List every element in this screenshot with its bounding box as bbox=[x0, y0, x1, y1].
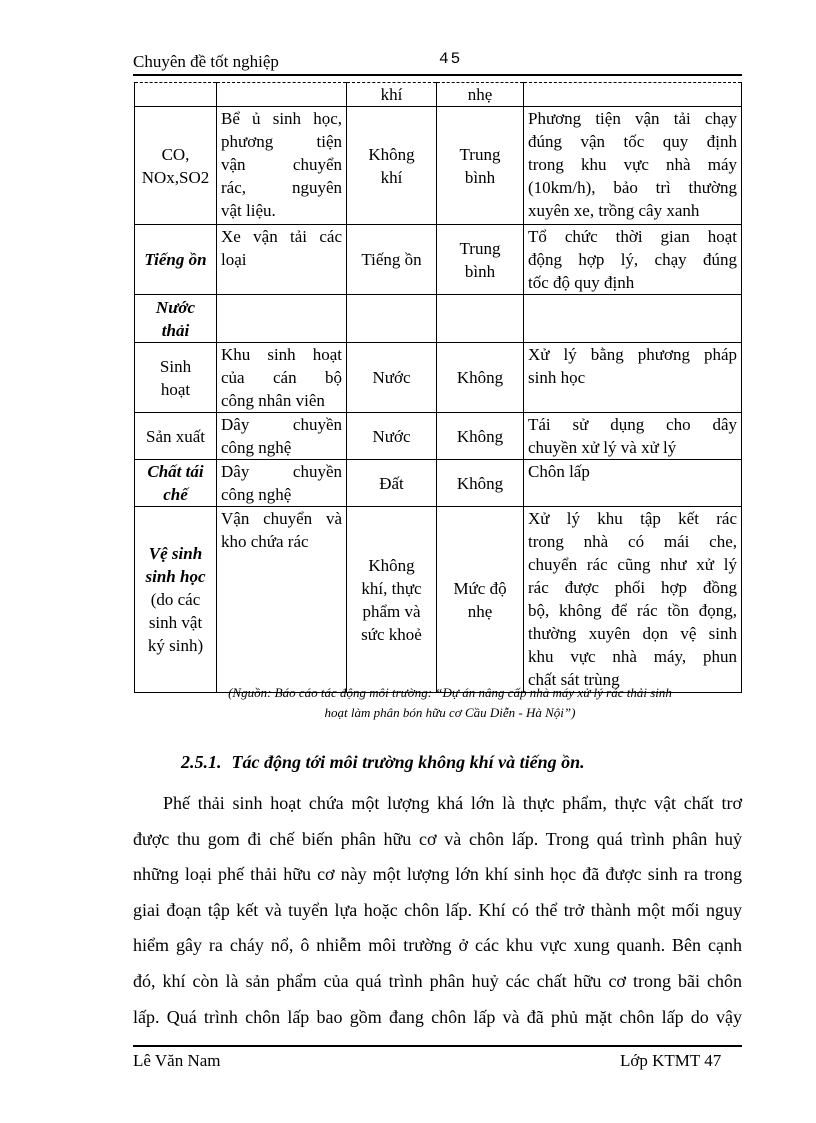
table-row bbox=[135, 343, 742, 413]
cell-text: khí bbox=[380, 167, 403, 187]
footer-author: Lê Văn Nam bbox=[133, 1051, 221, 1070]
table-row bbox=[135, 83, 742, 107]
cell-text: bộ, không để rác tồn đọng, bbox=[528, 601, 737, 620]
section-title: Tác động tới môi trường không khí và tiếng ồn. bbox=[231, 752, 585, 772]
cell-text: thường xuyên dọn vệ sinh bbox=[528, 624, 737, 643]
cell-text: Vệ sinh bbox=[148, 544, 203, 563]
cell-text: Dây chuyền bbox=[221, 462, 342, 481]
cell-text: khí, thực bbox=[361, 578, 422, 598]
cell-text: Không bbox=[368, 144, 415, 164]
cell-text: Xử lý khu tập kết rác bbox=[528, 509, 737, 528]
cell-text: Chất tái bbox=[147, 462, 204, 481]
cell-text: bình bbox=[464, 261, 496, 281]
table-cell: Không bbox=[437, 460, 524, 507]
cell-text: chuyền xử lý và xử lý bbox=[528, 438, 677, 457]
cell-text: Xử lý bằng phương pháp bbox=[528, 345, 737, 364]
table-cell: Nước bbox=[347, 343, 437, 413]
table-row bbox=[135, 295, 742, 343]
table-cell bbox=[135, 507, 217, 693]
table-source-note bbox=[150, 683, 750, 723]
cell-text: xuyên xe, trồng cây xanh bbox=[528, 201, 700, 220]
cell-text: CO, bbox=[161, 144, 190, 164]
cell-text: vận chuyển bbox=[221, 155, 342, 174]
table-cell bbox=[217, 225, 347, 295]
table-cell bbox=[524, 225, 742, 295]
header-rule bbox=[133, 74, 742, 76]
footer-class: Lớp KTMT 47 bbox=[620, 1051, 722, 1070]
paragraph-line: những loại phế thải hữu cơ này một lượng lớn khí sinh học đã được sinh ra trong bbox=[133, 864, 742, 885]
paragraph-line: lấp. Quá trình chôn lấp bao gồm đang chôn lấp và đã phủ mặt chôn lấp do vậy bbox=[133, 1006, 742, 1027]
paragraph-line: giai đoạn tập kết và tuyển lựa hoặc chôn lấp. Khí có thể trở thành một mối nguy bbox=[133, 899, 742, 920]
table-cell bbox=[217, 413, 347, 460]
cell-text: nhẹ bbox=[467, 601, 493, 621]
cell-text: Xe vận tải các bbox=[221, 227, 342, 246]
cell-text: đúng vận tốc quy định bbox=[528, 132, 737, 151]
cell-text: ký sinh) bbox=[147, 636, 204, 655]
cell-text: bình bbox=[464, 167, 496, 187]
table-row bbox=[135, 107, 742, 225]
cell-text: (do các bbox=[150, 590, 201, 609]
footer-rule bbox=[133, 1045, 742, 1047]
table-cell bbox=[437, 507, 524, 693]
cell-text: hoạt bbox=[160, 379, 191, 399]
cell-text: động hợp lý, chạy đúng bbox=[528, 250, 737, 269]
table-cell bbox=[524, 507, 742, 693]
cell-text: sức khoẻ bbox=[361, 624, 422, 644]
table-cell bbox=[347, 507, 437, 693]
table-cell bbox=[217, 343, 347, 413]
cell-text: kho chứa rác bbox=[221, 532, 309, 551]
table-cell bbox=[135, 460, 217, 507]
table-cell: Tiếng ồn bbox=[347, 225, 437, 295]
table-cell: Nước bbox=[347, 413, 437, 460]
cell-text: chuyển rác cũng như xử lý bbox=[528, 555, 737, 574]
table-row bbox=[135, 460, 742, 507]
paragraph-line: đó, khí còn là sản phẩm của quá trình phân huỷ các chất hữu cơ trong bãi chôn bbox=[133, 970, 742, 991]
section-number: 2.5.1. bbox=[181, 752, 222, 772]
cell-text: công nghệ bbox=[221, 438, 292, 457]
cell-text: trong nhà có mái che, bbox=[528, 532, 737, 551]
cell-text: loại bbox=[221, 250, 247, 269]
cell-text: NOx,SO2 bbox=[141, 167, 210, 187]
table-cell: khí bbox=[347, 83, 437, 107]
cell-text: Không bbox=[368, 555, 415, 575]
body-paragraph bbox=[133, 786, 742, 1035]
paragraph-line: Phế thải sinh hoạt chứa một lượng khá lớn là thực phẩm, thực vật chất trơ bbox=[163, 793, 742, 813]
page-header bbox=[133, 50, 742, 74]
cell-text: Vận chuyển và bbox=[221, 509, 342, 528]
table-row bbox=[135, 413, 742, 460]
table-cell bbox=[217, 107, 347, 225]
cell-text: công nghệ bbox=[221, 485, 292, 504]
table-cell: Sản xuất bbox=[135, 413, 217, 460]
cell-text: vật liệu. bbox=[221, 201, 276, 220]
cell-text: Nước bbox=[155, 297, 196, 317]
cell-text: phương tiện bbox=[221, 132, 342, 151]
cell-text: Tổ chức thời gian hoạt bbox=[528, 227, 737, 246]
page-number: 45 bbox=[439, 50, 463, 68]
cell-text: (10km/h), bảo trì thường bbox=[528, 178, 737, 197]
cell-text: Tái sử dụng cho dây bbox=[528, 415, 737, 434]
table-cell bbox=[135, 107, 217, 225]
environment-impact-table bbox=[134, 82, 742, 693]
table-cell bbox=[217, 460, 347, 507]
table-cell: Tiếng ồn bbox=[135, 225, 217, 295]
table-cell: Chôn lấp bbox=[524, 460, 742, 507]
table-cell bbox=[347, 107, 437, 225]
cell-text: khu vực nhà máy, phun bbox=[528, 647, 737, 666]
table-cell: nhẹ bbox=[437, 83, 524, 107]
table-cell: Đất bbox=[347, 460, 437, 507]
cell-text: rác, nguyên bbox=[221, 178, 342, 197]
table-cell bbox=[437, 107, 524, 225]
cell-text: Mức độ bbox=[453, 578, 507, 598]
cell-text: Bể ủ sinh học, bbox=[221, 109, 342, 128]
table-cell bbox=[135, 295, 217, 343]
source-line: hoạt làm phân bón hữu cơ Cầu Diễn - Hà Nội”) bbox=[324, 705, 576, 720]
table-cell: Không bbox=[437, 343, 524, 413]
cell-text: chế bbox=[163, 485, 188, 504]
table-cell: Không bbox=[437, 413, 524, 460]
cell-text: phẩm và bbox=[362, 601, 421, 621]
table-row bbox=[135, 507, 742, 693]
cell-text: tốc độ quy định bbox=[528, 273, 635, 292]
paragraph-line: được thu gom đi chế biến phân hữu cơ và chôn lấp. Trong quá trình phân huỷ bbox=[133, 828, 742, 849]
table-cell bbox=[135, 343, 217, 413]
cell-text: Khu sinh hoạt bbox=[221, 345, 342, 364]
cell-text: Trung bbox=[459, 238, 501, 258]
table-cell bbox=[217, 507, 347, 693]
table-cell bbox=[437, 225, 524, 295]
cell-text: công nhân viên bbox=[221, 391, 325, 410]
cell-text: chất sát trùng bbox=[528, 670, 620, 689]
cell-text: sinh học bbox=[528, 368, 586, 387]
table-cell bbox=[524, 413, 742, 460]
table-cell bbox=[524, 107, 742, 225]
cell-text: Phương tiện vận tải chạy bbox=[528, 109, 737, 128]
cell-text: của cán bộ bbox=[221, 368, 342, 387]
cell-text: thải bbox=[161, 320, 190, 340]
table-cell bbox=[524, 343, 742, 413]
header-title: Chuyên đề tốt nghiệp bbox=[133, 52, 279, 71]
cell-text: Dây chuyền bbox=[221, 415, 342, 434]
cell-text: sinh học bbox=[145, 567, 206, 586]
cell-text: rác được phối hợp đồng bbox=[528, 578, 737, 597]
cell-text: trong khu vực nhà máy bbox=[528, 155, 737, 174]
source-line: (Nguồn: Báo cáo tác động môi trường: “Dự án nâng cấp nhà máy xử lý rác thải sinh bbox=[228, 685, 672, 700]
table-row bbox=[135, 225, 742, 295]
section-heading bbox=[181, 752, 585, 773]
cell-text: sinh vật bbox=[148, 613, 203, 632]
cell-text: Sinh bbox=[159, 356, 192, 376]
cell-text: Trung bbox=[459, 144, 501, 164]
paragraph-line: hiểm gây ra cháy nổ, ô nhiễm môi trường ở các khu vực xung quanh. Bên cạnh bbox=[133, 935, 742, 956]
